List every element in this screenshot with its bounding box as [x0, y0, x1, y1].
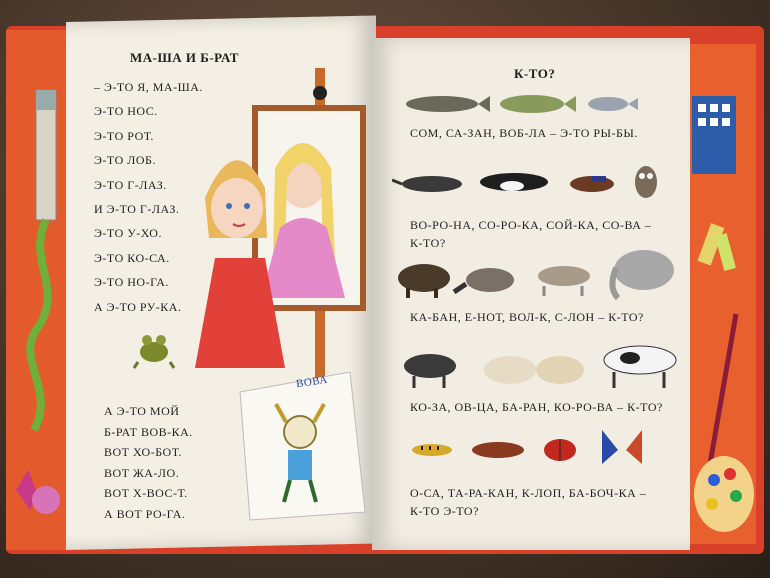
text-line: Б-РАТ ВОВ-КА. — [104, 424, 193, 439]
fish-row — [402, 90, 642, 118]
bird-icon — [392, 176, 462, 192]
animals-row-1 — [394, 240, 684, 300]
girl-illustration — [195, 58, 375, 391]
sentence-farm-animals: КО-ЗА, ОВ-ЦА, БА-РАН, КО-РО-ВА – К-ТО? — [410, 400, 663, 414]
wasp-icon — [412, 444, 452, 456]
sentence-wild-animals: КА-БАН, Е-НОТ, ВОЛ-К, С-ЛОН – К-ТО? — [410, 310, 644, 324]
sentence-insects-2: К-ТО Э-ТО? — [410, 504, 479, 518]
bird-icon — [570, 176, 614, 192]
text-line: Э-ТО НО-ГА. — [94, 275, 169, 290]
insects-row — [404, 424, 654, 474]
fish-icon — [588, 97, 638, 111]
bird-icon — [480, 173, 548, 191]
text-line: А Э-ТО МОЙ — [104, 404, 180, 418]
text-line: А ВОТ РО-ГА. — [104, 507, 186, 521]
fish-icon — [406, 96, 490, 112]
frog-icon — [132, 326, 176, 370]
text-line: Э-ТО У-ХО. — [94, 226, 162, 241]
owl-icon — [635, 166, 657, 198]
left-decor-strip — [6, 30, 70, 550]
drawing-label: ВОВА — [295, 373, 329, 391]
text-line: И Э-ТО Г-ЛАЗ. — [94, 202, 180, 216]
bird-row — [392, 158, 672, 206]
bug-icon — [544, 439, 576, 461]
sentence-birds-2: К-ТО? — [410, 236, 446, 250]
cockroach-icon — [472, 442, 524, 458]
sentence-fish: СОМ, СА-ЗАН, ВОБ-ЛА – Э-ТО РЫ-БЫ. — [410, 126, 638, 140]
sheep-icon — [484, 356, 584, 384]
butterfly-icon — [602, 430, 642, 464]
text-line: Э-ТО РОТ. — [94, 128, 154, 143]
text-line: ВОТ ХО-БОТ. — [104, 445, 182, 460]
text-line: Э-ТО КО-СА. — [94, 250, 170, 265]
cow-icon — [604, 346, 676, 388]
text-line: Э-ТО Г-ЛАЗ. — [94, 177, 167, 192]
wolf-icon — [538, 266, 590, 296]
right-page-title: К-ТО? — [514, 66, 556, 81]
right-decor-strip — [690, 44, 756, 544]
goat-icon — [404, 354, 456, 388]
elephant-icon — [612, 250, 674, 298]
text-line: А Э-ТО РУ-КА. — [94, 299, 182, 314]
text-line: ВОТ ЖА-ЛО. — [104, 465, 180, 480]
palette-icon — [694, 456, 754, 532]
vova-drawing — [230, 372, 370, 522]
text-line: – Э-ТО Я, МА-ША. — [94, 80, 203, 94]
text-line: Э-ТО НОС. — [94, 104, 158, 119]
paintbrush-icon — [710, 314, 736, 464]
raccoon-icon — [454, 268, 514, 292]
sentence-insects: О-СА, ТА-РА-КАН, К-ЛОП, БА-БОЧ-КА – — [410, 486, 647, 500]
text-line: Э-ТО ЛОБ. — [94, 153, 156, 168]
animals-row-2 — [400, 338, 686, 394]
art-supplies-icon — [690, 44, 756, 544]
fish-icon — [500, 95, 576, 113]
text-line: ВОТ Х-ВОС-Т. — [104, 486, 188, 501]
sentence-birds: ВО-РО-НА, СО-РО-КА, СОЙ-КА, СО-ВА – — [410, 218, 652, 232]
left-page-title: МА-ША И Б-РАТ — [130, 50, 239, 65]
paint-tube-icon — [6, 30, 70, 550]
boar-icon — [398, 264, 450, 298]
